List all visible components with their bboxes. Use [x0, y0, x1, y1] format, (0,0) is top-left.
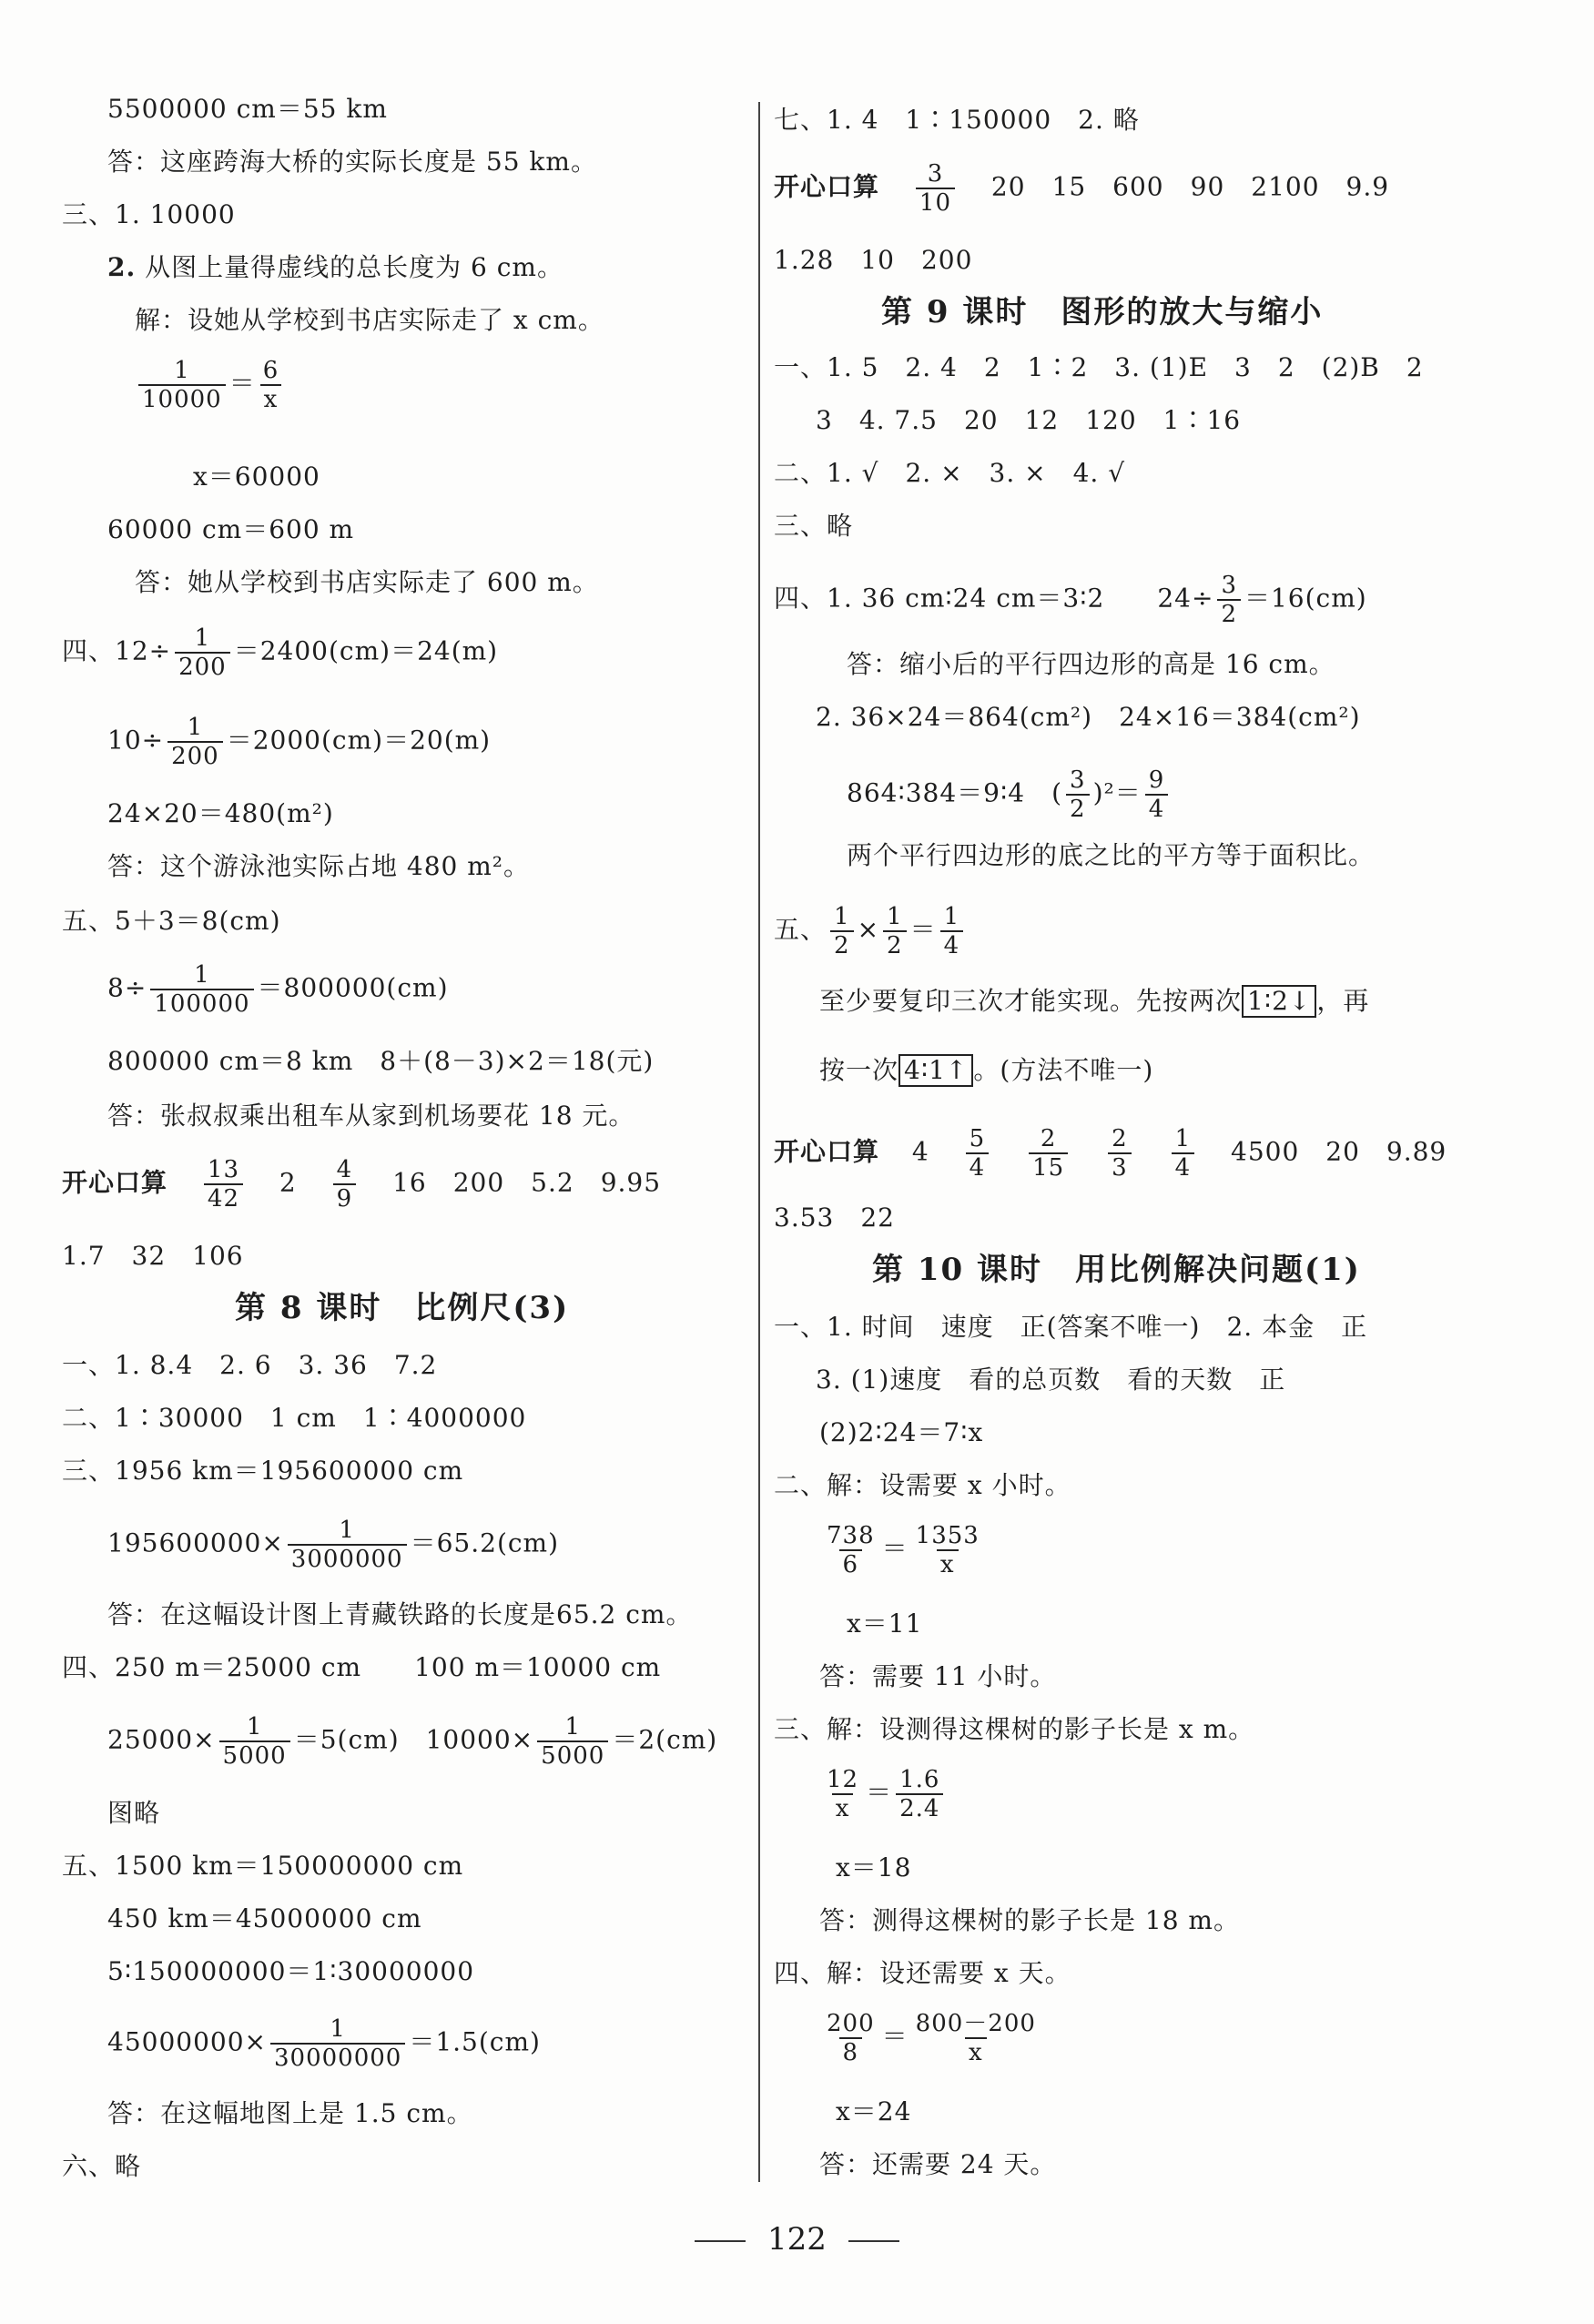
line: 二、1∶30000 1 cm 1∶4000000 [62, 1403, 527, 1433]
equation: 四、1. 36 cm∶24 cm＝3∶2 24÷ $\frac{3}{2}$ ＝16(cm) [774, 572, 1367, 628]
lesson-heading: 第 9 课时 图形的放大与缩小 [881, 294, 1324, 330]
page-number: 122 [0, 2221, 1594, 2258]
line: 四、解：设还需要 x 天。 [774, 1958, 1071, 1988]
line: 三、1. 10000 [62, 199, 236, 229]
line: 三、1956 km＝195600000 cm [62, 1456, 464, 1486]
line: 七、1. 4 1∶150000 2. 略 [774, 105, 1140, 135]
line: 二、1. √ 2. × 3. × 4. √ [774, 458, 1126, 488]
equation: 四、12÷ $\frac{1}{200}$ ＝2400(cm)＝24(m) [62, 624, 499, 681]
equation: 五、 $\frac{1}{2}$ × $\frac{1}{2}$ ＝ $\frac{1}{4}$ [774, 903, 967, 959]
line: 一、1. 5 2. 4 2 1∶2 3. (1)E 3 2 (2)B 2 [774, 352, 1424, 382]
line: 24×20＝480(m²) [107, 798, 334, 828]
equation: 864∶384＝9∶4 ( $\frac{3}{2}$ )²＝ $\frac{9}{4}$ [847, 766, 1172, 823]
line: 3 4. 7.5 20 12 120 1∶16 [816, 405, 1242, 435]
line: x＝11 [847, 1609, 923, 1639]
line: 1.28 10 200 [774, 245, 973, 275]
line: 2. 从图上量得虚线的总长度为 6 cm。 [107, 252, 563, 282]
line: 六、略 [62, 2151, 142, 2181]
answer-line: 答：张叔叔乘出租车从家到机场要花 18 元。 [107, 1101, 635, 1131]
line: 按一次 4∶1↑ 。(方法不唯一) [819, 1055, 1154, 1085]
line: 四、250 m＝25000 cm 100 m＝10000 cm [62, 1652, 662, 1682]
line: 解：设她从学校到书店实际走了 x cm。 [135, 305, 604, 335]
line: 3. (1)速度 看的总页数 看的天数 正 [816, 1365, 1286, 1395]
answer-line: 答：缩小后的平行四边形的高是 16 cm。 [847, 649, 1335, 679]
equation: 8÷ $\frac{1}{100000}$ ＝800000(cm) [107, 961, 449, 1018]
answer-line: 答：在这幅地图上是 1.5 cm。 [107, 2098, 473, 2128]
key-box: 1∶2↓ [1242, 985, 1316, 1018]
lesson-heading: 第 10 课时 用比例解决问题(1) [872, 1252, 1361, 1288]
line: 至少要复印三次才能实现。先按两次 1∶2↓ ，再 [819, 986, 1370, 1016]
answer-line: 答：还需要 24 天。 [819, 2149, 1057, 2179]
line: 两个平行四边形的底之比的平方等于面积比。 [847, 840, 1376, 870]
line: 1.7 32 106 [62, 1241, 244, 1271]
line: 5500000 cm＝55 km [107, 94, 388, 124]
equation: $\frac{12}{x}$ ＝ $\frac{1.6}{2.4}$ [819, 1766, 947, 1822]
line: 800000 cm＝8 km 8＋(8－3)×2＝18(元) [107, 1046, 655, 1076]
equation: 195600000× $\frac{1}{3000000}$ ＝65.2(cm) [107, 1517, 560, 1573]
key-box: 4∶1↑ [899, 1054, 973, 1087]
equation: $\frac{200}{8}$ ＝ $\frac{800-200}{x}$ [827, 2010, 1036, 2066]
equation: $\frac{1}{10000}$ ＝ $\frac{6}{x}$ [135, 357, 286, 413]
column-divider [758, 102, 760, 2182]
equation: $\frac{738}{6}$ ＝ $\frac{1353}{x}$ [827, 1522, 980, 1578]
line: 三、略 [774, 511, 854, 541]
line: x＝60000 [193, 462, 320, 492]
line: 60000 cm＝600 m [107, 514, 355, 544]
line: 五、5＋3＝8(cm) [62, 906, 281, 936]
line: 五、1500 km＝150000000 cm [62, 1851, 464, 1881]
line: 5∶150000000＝1∶30000000 [107, 1956, 475, 1986]
page-number-dash [695, 2240, 746, 2242]
line: 二、解：设需要 x 小时。 [774, 1470, 1071, 1500]
answer-line: 答：在这幅设计图上青藏铁路的长度是65.2 cm。 [107, 1599, 693, 1629]
mental-math-line: 开心口算 $\frac{13}{42}$ 2 $\frac{4}{9}$ 16 200 5.2 9.95 [62, 1156, 662, 1213]
line: 图略 [107, 1798, 161, 1828]
line: 2. 36×24＝864(cm²) 24×16＝384(cm²) [816, 702, 1361, 732]
answer-line: 答：测得这棵树的影子长是 18 m。 [819, 1905, 1240, 1935]
answer-line: 答：她从学校到书店实际走了 600 m。 [135, 567, 599, 597]
equation: 25000× $\frac{1}{5000}$ ＝5(cm) 10000× $\frac{1}{5000}$ ＝2(cm) [107, 1713, 718, 1770]
equation: 45000000× $\frac{1}{30000000}$ ＝1.5(cm) [107, 2015, 541, 2072]
line: 3.53 22 [774, 1203, 895, 1233]
answer-line: 答：这座跨海大桥的实际长度是 55 km。 [107, 147, 597, 177]
line: x＝18 [836, 1852, 912, 1883]
answer-line: 答：需要 11 小时。 [819, 1661, 1057, 1691]
line: 一、1. 时间 速度 正(答案不唯一) 2. 本金 正 [774, 1312, 1368, 1342]
line: (2)2∶24＝7∶x [819, 1417, 984, 1447]
page-number-dash [848, 2240, 899, 2242]
line: 一、1. 8.4 2. 6 3. 36 7.2 [62, 1350, 438, 1380]
line: 450 km＝45000000 cm [107, 1903, 422, 1933]
line: x＝24 [836, 2096, 912, 2126]
mental-math-line: 开心口算 4 $\frac{5}{4}$ $\frac{2}{15}$ $\frac{2}{3}$ $\frac{1}{4}$ 4500 20 9.89 [774, 1125, 1447, 1182]
lesson-heading: 第 8 课时 比例尺(3) [235, 1290, 570, 1326]
line: 三、解：设测得这棵树的影子长是 x m。 [774, 1714, 1255, 1744]
answer-line: 答：这个游泳池实际占地 480 m²。 [107, 851, 531, 881]
mental-math-line: 开心口算 $\frac{3}{10}$ 20 15 600 90 2100 9.9 [774, 160, 1390, 217]
equation: 10÷ $\frac{1}{200}$ ＝2000(cm)＝20(m) [107, 714, 492, 770]
